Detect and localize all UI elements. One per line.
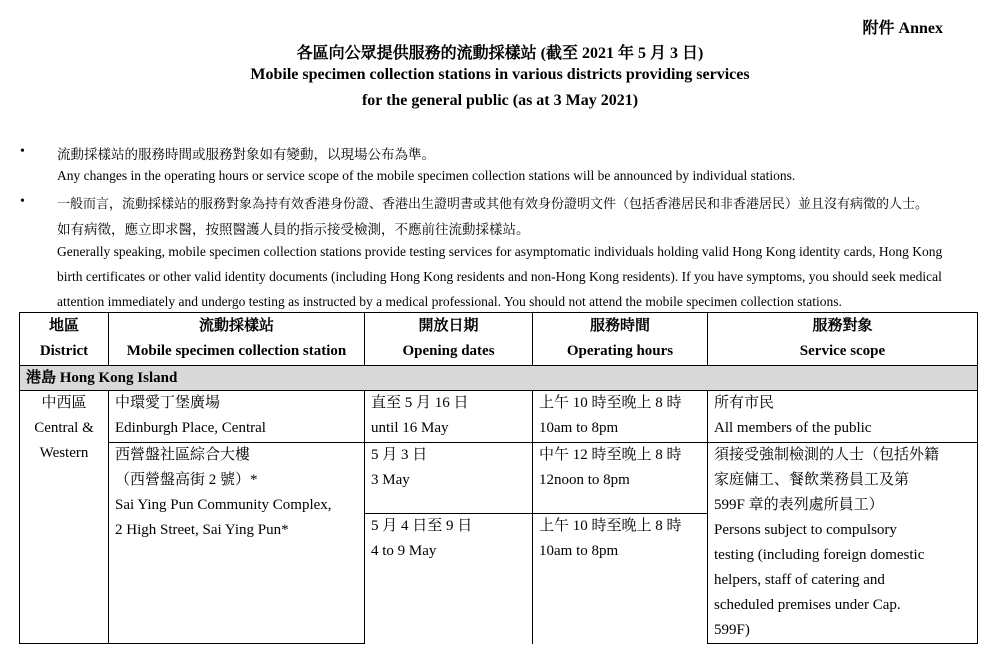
note1-english: Any changes in the operating hours or service scope of the mobile specimen collection stations will be announced by individual stations. bbox=[57, 168, 796, 183]
district-en-line2: Western bbox=[39, 445, 89, 461]
hours-cell-2b bbox=[533, 514, 708, 644]
hours-cell-1 bbox=[533, 391, 708, 443]
scope2-en-line3: helpers, staff of catering and bbox=[714, 572, 885, 588]
dates1-en: until 16 May bbox=[371, 420, 449, 436]
district-en-line1: Central & bbox=[34, 420, 94, 436]
hours2b-zh: 上午 10 時至晚上 8 時 bbox=[539, 518, 682, 535]
station2-zh-line2: （西營盤高街 2 號）* bbox=[115, 472, 258, 488]
scope1-en: All members of the public bbox=[714, 420, 872, 436]
header-district bbox=[20, 313, 109, 366]
bullet-1: • bbox=[20, 144, 25, 159]
stations-table bbox=[19, 312, 978, 644]
header-hours bbox=[533, 313, 708, 366]
district-cell bbox=[20, 391, 109, 644]
scope1-zh: 所有市民 bbox=[714, 395, 775, 411]
note2-chinese-line1: 一般而言，流動採樣站的服務對象為持有效香港身份證、香港出生證明書或其他有效身份證明文件（包括香港居民和非香港居民）並且沒有病徵的人士。 bbox=[57, 196, 929, 211]
table-row bbox=[20, 443, 978, 514]
header-row bbox=[20, 313, 978, 366]
scope2-zh-line2: 家庭傭工、餐飲業務員工及第 bbox=[714, 472, 910, 488]
header-dates-en: Opening dates bbox=[402, 343, 495, 359]
scope2-zh-line3: 599F 章的表列處所員工） bbox=[714, 497, 884, 513]
scope2-en-line4: scheduled premises under Cap. bbox=[714, 597, 901, 613]
dates-cell-1 bbox=[365, 391, 533, 443]
header-scope-zh: 服務對象 bbox=[812, 318, 873, 334]
hours-cell-2a bbox=[533, 443, 708, 514]
header-station-en: Mobile specimen collection station bbox=[126, 343, 347, 359]
note2-chinese-line2: 如有病徵，應立即求醫，按照醫護人員的指示接受檢測，不應前往流動採樣站。 bbox=[57, 222, 530, 237]
station2-en-line1: Sai Ying Pun Community Complex, bbox=[115, 497, 332, 513]
scope2-zh-line1: 須接受強制檢測的人士（包括外籍 bbox=[714, 447, 940, 463]
header-district-en: District bbox=[39, 343, 89, 359]
scope2-en-line5: 599F) bbox=[714, 622, 750, 638]
section-hong-kong-island: 港島 Hong Kong Island bbox=[20, 366, 978, 391]
dates2b-zh: 5 月 4 日至 9 日 bbox=[371, 518, 473, 535]
station-cell-2 bbox=[109, 443, 365, 644]
dates2a-zh: 5 月 3 日 bbox=[371, 447, 428, 463]
header-dates-zh: 開放日期 bbox=[418, 318, 479, 334]
scope2-en-line2: testing (including foreign domestic bbox=[714, 547, 925, 563]
dates1-zh: 直至 5 月 16 日 bbox=[371, 395, 469, 411]
scope-cell-2 bbox=[708, 443, 978, 644]
note2-english-line3: attention immediately and undergo testing as instructed by a medical professional. You should not attend the mobile specimen collection stations. bbox=[57, 294, 842, 309]
annex-label: 附件 Annex bbox=[862, 20, 943, 37]
dates-cell-2a bbox=[365, 443, 533, 514]
dates2a-en: 3 May bbox=[371, 472, 410, 488]
header-station-zh: 流動採樣站 bbox=[198, 318, 274, 334]
section-row bbox=[20, 366, 978, 391]
station1-en: Edinburgh Place, Central bbox=[115, 420, 266, 436]
header-dates bbox=[365, 313, 533, 366]
header-scope bbox=[708, 313, 978, 366]
dates2b-en: 4 to 9 May bbox=[371, 543, 437, 560]
title-english-line2: for the general public (as at 3 May 2021) bbox=[361, 92, 639, 109]
scope2-en-line1: Persons subject to compulsory bbox=[714, 522, 897, 538]
note2-english-line1: Generally speaking, mobile specimen collection stations provide testing services for asymptomatic individuals holding valid Hong Kong identity cards, Hong Kong bbox=[57, 244, 943, 259]
hours2a-en: 12noon to 8pm bbox=[539, 472, 630, 488]
scope-cell-1 bbox=[708, 391, 978, 443]
hours1-en: 10am to 8pm bbox=[539, 420, 619, 436]
header-station bbox=[109, 313, 365, 366]
note2-english-line2: birth certificates or other valid identity documents (including Hong Kong residents and non-Hong Kong residents). If you have symptoms, you should seek medical bbox=[57, 269, 942, 284]
hours2b-en: 10am to 8pm bbox=[539, 543, 619, 560]
station-cell-1 bbox=[109, 391, 365, 443]
station2-zh-line1: 西營盤社區綜合大樓 bbox=[115, 447, 251, 463]
header-hours-en: Operating hours bbox=[566, 343, 674, 359]
header-scope-en: Service scope bbox=[799, 343, 886, 359]
header-district-zh: 地區 bbox=[48, 318, 79, 334]
table-row bbox=[20, 391, 978, 443]
title-english-line1: Mobile specimen collection stations in various districts providing services bbox=[250, 66, 750, 83]
district-zh: 中西區 bbox=[41, 395, 87, 411]
dates-cell-2b bbox=[365, 514, 533, 644]
note1-chinese: 流動採樣站的服務時間或服務對象如有變動，以現場公布為準。 bbox=[57, 147, 435, 162]
hours2a-zh: 中午 12 時至晚上 8 時 bbox=[539, 447, 682, 463]
title-chinese: 各區向公眾提供服務的流動採樣站 (截至 2021 年 5 月 3 日) bbox=[296, 45, 704, 62]
bullet-2: • bbox=[20, 194, 25, 209]
station2-en-line2: 2 High Street, Sai Ying Pun* bbox=[115, 522, 289, 538]
hours1-zh: 上午 10 時至晚上 8 時 bbox=[539, 395, 682, 411]
header-hours-zh: 服務時間 bbox=[589, 318, 650, 334]
station1-zh: 中環愛丁堡廣場 bbox=[115, 395, 221, 411]
